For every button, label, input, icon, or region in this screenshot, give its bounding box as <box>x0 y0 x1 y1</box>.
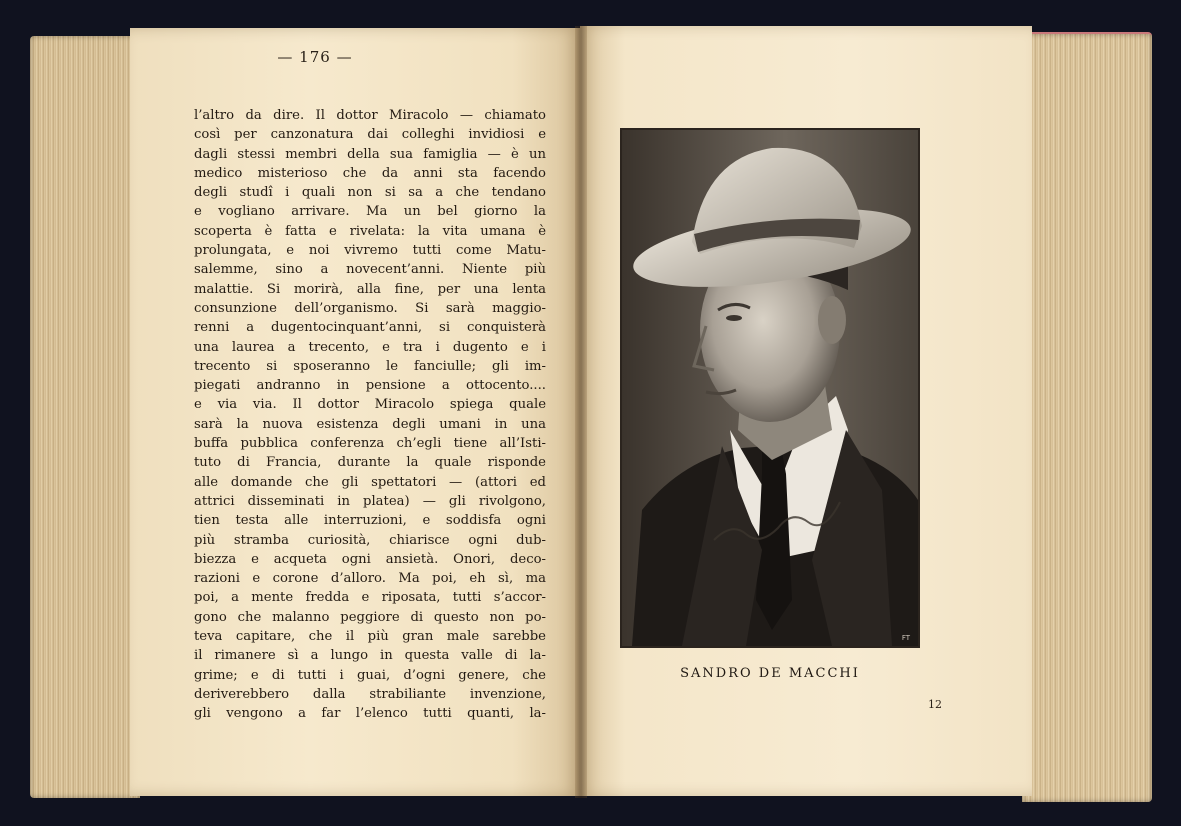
text-line: renni a dugentocinquant’anni, si conquisterà <box>194 320 546 336</box>
right-page-edges <box>1022 32 1152 802</box>
text-line: il rimanere sì a lungo in questa valle di la- <box>194 648 546 664</box>
portrait-photo <box>620 128 920 648</box>
text-line: deriverebbero dalla strabiliante invenzione, <box>194 686 546 702</box>
photographer-mark: FT <box>901 634 910 642</box>
text-line: medico misterioso che da anni sta facendo <box>194 165 546 181</box>
text-line: una laurea a trecento, e tra i dugento e i <box>194 339 546 355</box>
portrait-caption: SANDRO DE MACCHI <box>680 666 860 681</box>
text-line: degli studî i quali non si sa a che tendano <box>194 185 546 201</box>
page-number: — 176 — <box>277 48 353 66</box>
text-line: poi, a mente fredda e riposata, tutti s’accor- <box>194 590 546 606</box>
text-line: salemme, sino a novecent’anni. Niente più <box>194 262 546 278</box>
text-line: trecento si sposeranno le fanciulle; gli im- <box>194 358 546 374</box>
text-line: gli vengono a far l’elenco tutti quanti, la- <box>194 706 546 722</box>
text-line: tien testa alle interruzioni, e soddisfa ogni <box>194 513 546 529</box>
text-line: malattie. Si morirà, alla fine, per una lenta <box>194 281 546 297</box>
book-gutter <box>575 26 587 798</box>
text-line: dagli stessi membri della sua famiglia — è un <box>194 146 546 162</box>
text-line: e via via. Il dottor Miracolo spiega quale <box>194 397 546 413</box>
left-page-edges <box>30 36 140 798</box>
text-line: teva capitare, che il più gran male sarebbe <box>194 629 546 645</box>
text-line: tuto di Francia, durante la quale risponde <box>194 455 546 471</box>
text-line: biezza e acqueta ogni ansietà. Onori, deco- <box>194 551 546 567</box>
body-text <box>194 106 546 724</box>
text-line: e vogliano arrivare. Ma un bel giorno la <box>194 204 546 220</box>
text-line: alle domande che gli spettatori — (attori ed <box>194 474 546 490</box>
text-line: grime; e di tutti i guai, d’ogni genere, che <box>194 667 546 683</box>
text-line: prolungata, e noi vivremo tutti come Matu- <box>194 243 546 259</box>
text-line: consunzione dell’organismo. Si sarà maggio- <box>194 300 546 316</box>
text-line: piegati andranno in pensione a ottocento.... <box>194 378 546 394</box>
text-line: razioni e corone d’alloro. Ma poi, eh sì, ma <box>194 571 546 587</box>
text-line: attrici disseminati in platea) — gli rivolgono, <box>194 493 546 509</box>
text-line: sarà la nuova esistenza degli umani in una <box>194 416 546 432</box>
text-line: l’altro da dire. Il dottor Miracolo — chiamato <box>194 108 546 123</box>
text-line: scoperta è fatta e rivelata: la vita umana è <box>194 223 546 239</box>
text-line: buffa pubblica conferenza ch’egli tiene all’Isti- <box>194 436 546 452</box>
plate-number: 12 <box>928 698 942 711</box>
text-line: più stramba curiosità, chiarisce ogni dub- <box>194 532 546 548</box>
text-line: gono che malanno peggiore di questo non po- <box>194 609 546 625</box>
text-line: così per canzonatura dai colleghi invidiosi e <box>194 127 546 143</box>
